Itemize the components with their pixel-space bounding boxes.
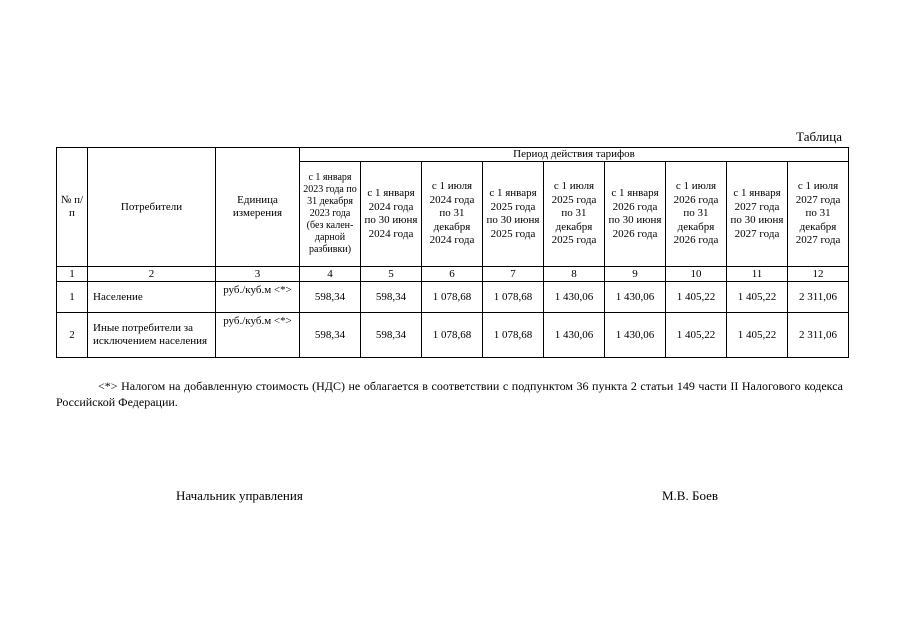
- tariff-value: 1 405,22: [666, 282, 727, 313]
- tariff-value: 1 078,68: [483, 282, 544, 313]
- column-number: 10: [666, 267, 727, 282]
- header-num: № п/п: [57, 148, 88, 267]
- header-unit: Единица измерения: [216, 148, 300, 267]
- tariff-value: 1 430,06: [605, 282, 666, 313]
- column-number: 7: [483, 267, 544, 282]
- row-unit: руб./куб.м <*>: [216, 282, 300, 313]
- row-num: 2: [57, 313, 88, 358]
- column-number: 9: [605, 267, 666, 282]
- tariff-value: 1 405,22: [666, 313, 727, 358]
- tariff-value: 1 430,06: [605, 313, 666, 358]
- header-period: Период действия тарифов: [300, 148, 849, 162]
- column-number: 3: [216, 267, 300, 282]
- header-period-5: с 1 июля 2025 года по 31 декабря 2025 года: [544, 162, 605, 267]
- tariff-value: 598,34: [361, 313, 422, 358]
- tariff-value: 2 311,06: [788, 313, 849, 358]
- tariff-value: 598,34: [300, 282, 361, 313]
- column-number: 12: [788, 267, 849, 282]
- column-number: 6: [422, 267, 483, 282]
- signatory-name: М.В. Боев: [662, 488, 719, 503]
- tariff-value: 1 078,68: [422, 282, 483, 313]
- row-consumer: Иные потребители за исключением населения: [88, 313, 216, 358]
- table-caption: Таблица: [796, 129, 842, 144]
- column-number: 8: [544, 267, 605, 282]
- header-period-3: с 1 июля 2024 года по 31 декабря 2024 года: [422, 162, 483, 267]
- tariff-value: 598,34: [361, 282, 422, 313]
- header-period-4: с 1 января 2025 года по 30 июня 2025 года: [483, 162, 544, 267]
- row-num: 1: [57, 282, 88, 313]
- header-consumers: Потребители: [88, 148, 216, 267]
- row-consumer: Население: [88, 282, 216, 313]
- tariff-table: [56, 147, 849, 358]
- column-number: 4: [300, 267, 361, 282]
- column-number: 5: [361, 267, 422, 282]
- signatory-title: Начальник управления: [176, 488, 303, 503]
- tariff-value: 1 078,68: [422, 313, 483, 358]
- header-period-6: с 1 января 2026 года по 30 июня 2026 года: [605, 162, 666, 267]
- column-number: 1: [57, 267, 88, 282]
- tariff-value: 2 311,06: [788, 282, 849, 313]
- tax-footnote: <*> Налогом на добавленную стоимость (НДС) не облагается в соответствии с подпунктом 36 пункта 2 статьи 149 части II Налогового кодекса Российской Федерации.: [56, 379, 843, 409]
- header-period-9: с 1 июля 2027 года по 31 декабря 2027 года: [788, 162, 849, 267]
- table-row: [57, 313, 849, 358]
- tariff-value: 1 078,68: [483, 313, 544, 358]
- tariff-value: 1 405,22: [727, 313, 788, 358]
- row-unit: руб./куб.м <*>: [216, 313, 300, 358]
- table-row: [57, 282, 849, 313]
- tariff-value: 1 430,06: [544, 282, 605, 313]
- column-number-row: [57, 267, 849, 282]
- header-period-7: с 1 июля 2026 года по 31 декабря 2026 года: [666, 162, 727, 267]
- header-period-2: с 1 января 2024 года по 30 июня 2024 года: [361, 162, 422, 267]
- header-period-8: с 1 января 2027 года по 30 июня 2027 года: [727, 162, 788, 267]
- tariff-value: 598,34: [300, 313, 361, 358]
- column-number: 2: [88, 267, 216, 282]
- column-number: 11: [727, 267, 788, 282]
- header-period-1: с 1 января 2023 года по 31 декабря 2023 года (без кален-дарной разбивки): [300, 162, 361, 267]
- tariff-value: 1 430,06: [544, 313, 605, 358]
- tariff-value: 1 405,22: [727, 282, 788, 313]
